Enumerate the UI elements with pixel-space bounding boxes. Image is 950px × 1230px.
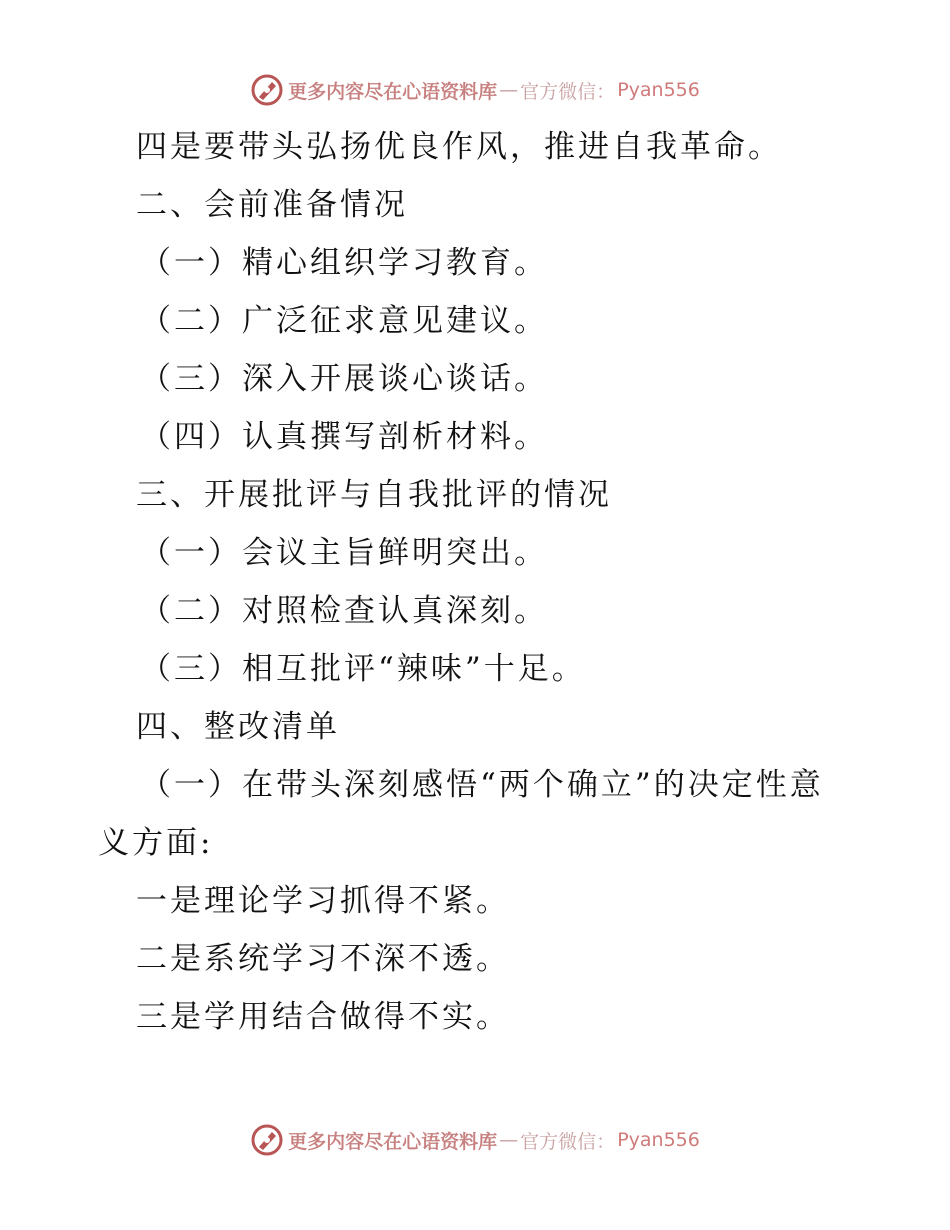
- document-body: [0, 118, 950, 1046]
- section-heading: 三、开展批评与自我批评的情况: [136, 477, 612, 513]
- text-line: 四是要带头弘扬优良作风，推进自我革命。: [136, 129, 782, 165]
- footer-watermark: [0, 1120, 950, 1160]
- text-line: 义方面:: [98, 825, 214, 861]
- watermark-site-name: 更多内容尽在心语资料库: [288, 80, 498, 103]
- watermark-site-name: 更多内容尽在心语资料库: [288, 1130, 498, 1153]
- text-line: （一）会议主旨鲜明突出。: [140, 535, 548, 571]
- logo-icon: [250, 1123, 284, 1157]
- watermark-wechat-label: 官方微信：: [520, 80, 616, 103]
- header-watermark: [0, 70, 950, 110]
- text-line: 三是学用结合做得不实。: [136, 999, 510, 1035]
- logo-icon: [250, 73, 284, 107]
- watermark-dash: —: [499, 1129, 519, 1151]
- section-heading: 二、会前准备情况: [136, 187, 408, 223]
- text-line: （一）精心组织学习教育。: [140, 245, 548, 281]
- text-line: （四）认真撰写剖析材料。: [140, 419, 548, 455]
- text-line: （二）对照检查认真深刻。: [140, 593, 548, 629]
- text-line: （三）相互批评“辣味”十足。: [140, 651, 586, 687]
- watermark-dash: —: [499, 79, 519, 101]
- watermark-wechat-id: Pyan556: [617, 1129, 700, 1151]
- text-line: 一是理论学习抓得不紧。: [136, 883, 510, 919]
- text-line: 二是系统学习不深不透。: [136, 941, 510, 977]
- watermark-wechat-id: Pyan556: [617, 79, 700, 101]
- text-line: （一）在带头深刻感悟“两个确立”的决定性意: [140, 767, 824, 803]
- watermark-wechat-label: 官方微信：: [520, 1130, 616, 1153]
- text-line: （三）深入开展谈心谈话。: [140, 361, 548, 397]
- section-heading: 四、整改清单: [136, 709, 340, 745]
- text-line: （二）广泛征求意见建议。: [140, 303, 548, 339]
